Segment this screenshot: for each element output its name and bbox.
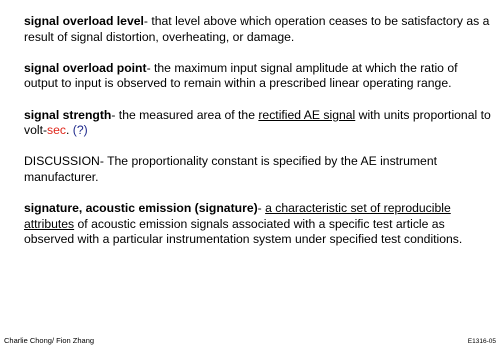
- footer-document-code: E1316-05: [467, 338, 496, 345]
- term: signal overload point: [24, 60, 147, 75]
- term: signal overload level: [24, 14, 144, 28]
- glossary-content: [24, 14, 492, 264]
- definition-middle: with units proportional to volt-: [24, 107, 491, 138]
- definition-start: -: [257, 201, 266, 216]
- definition-start: - the measured area of the: [111, 107, 259, 122]
- definition-end: of acoustic emission signals associated with a specific test article as observed with a particular instrumentation system under specified test conditions.: [24, 216, 463, 247]
- term: signal strength: [24, 107, 112, 122]
- discussion-paragraph: DISCUSSION- The proportionality constant is specified by the AE instrument manufacturer.: [24, 154, 437, 184]
- entry-signature: [24, 201, 492, 248]
- red-highlight: sec: [47, 123, 66, 138]
- definition-end: .: [66, 123, 73, 138]
- entry-signal-overload-level: [24, 14, 492, 45]
- entry-signal-strength: [24, 108, 492, 139]
- entry-signal-overload-point: [24, 61, 492, 92]
- underlined-phrase: a characteristic set of reproducible attributes: [24, 201, 451, 231]
- underlined-phrase: rectified AE signal: [258, 107, 356, 122]
- definition: - the maximum input signal amplitude at which the ratio of output to input is observed to remain within a prescribed linear operating range.: [24, 60, 458, 91]
- definition: - that level above which operation ceases to be satisfactory as a result of signal distortion, overheating, or damage.: [24, 14, 490, 44]
- footer-author: Charlie Chong/ Fion Zhang: [4, 336, 95, 345]
- term: signature, acoustic emission (signature): [24, 201, 258, 216]
- blue-question: (?): [72, 123, 88, 138]
